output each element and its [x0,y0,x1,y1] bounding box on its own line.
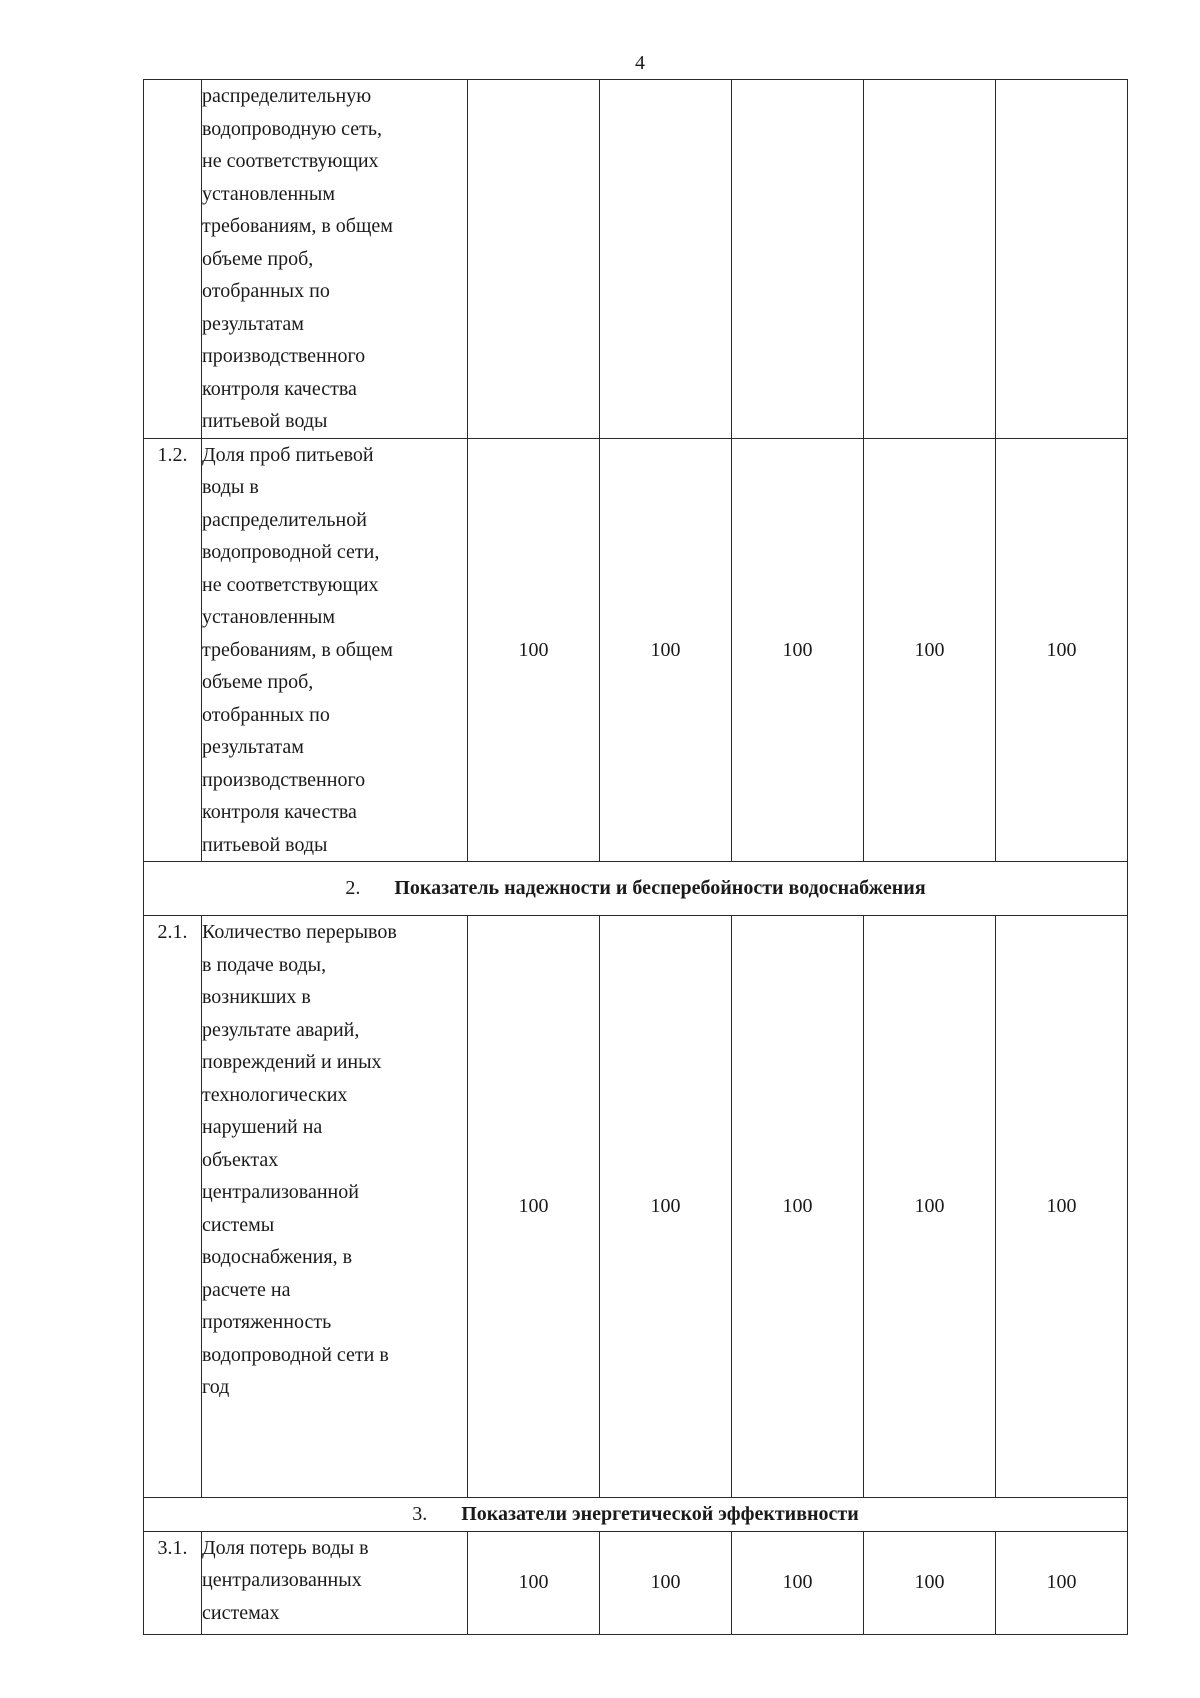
section-heading [144,1498,1128,1532]
value-cell [600,80,732,439]
value-cell [996,80,1128,439]
value-cell: 100 [732,916,864,1498]
row-number: 1.2. [144,438,202,862]
table-row [144,438,1128,862]
value-cell: 100 [600,1531,732,1634]
value-cell: 100 [468,916,600,1498]
indicator-name: Количество перерывов в подаче воды, возникших в результате аварий, повреждений и иных технологических нарушений на объектах централизованной системы водоснабжения, в расчете на протяженность водопроводной сети в год [202,916,468,1498]
value-cell: 100 [468,438,600,862]
page-number: 4 [635,52,645,74]
section-number: 2. [345,877,361,900]
value-cell: 100 [600,916,732,1498]
section-row [144,862,1128,916]
indicator-name: Доля проб питьевой воды в распределительной водопроводной сети, не соответствующих установленным требованиям, в общем объеме проб, отобранных по результатам производственного контроля качества питьевой воды [202,438,468,862]
indicators-table [143,79,1128,1635]
value-cell: 100 [996,1531,1128,1634]
table-row [144,1531,1128,1634]
value-cell: 100 [864,438,996,862]
value-cell: 100 [468,1531,600,1634]
section-title: Показатели энергетической эффективности [461,1503,859,1525]
value-cell: 100 [600,438,732,862]
value-cell [864,80,996,439]
row-number [144,80,202,439]
section-number: 3. [412,1503,428,1525]
section-heading [144,862,1128,916]
section-title: Показатель надежности и бесперебойности водоснабжения [394,877,926,900]
section-row [144,1498,1128,1532]
row-number: 3.1. [144,1531,202,1634]
value-cell: 100 [732,1531,864,1634]
row-number: 2.1. [144,916,202,1498]
value-cell: 100 [996,438,1128,862]
table-row [144,80,1128,439]
table-row [144,916,1128,1498]
value-cell [468,80,600,439]
value-cell [732,80,864,439]
value-cell: 100 [996,916,1128,1498]
value-cell: 100 [864,916,996,1498]
value-cell: 100 [864,1531,996,1634]
indicator-name: распределительную водопроводную сеть, не соответствующих установленным требованиям, в общем объеме проб, отобранных по результатам производственного контроля качества питьевой воды [202,80,468,439]
value-cell: 100 [732,438,864,862]
indicator-name: Доля потерь воды в централизованных системах [202,1531,468,1634]
